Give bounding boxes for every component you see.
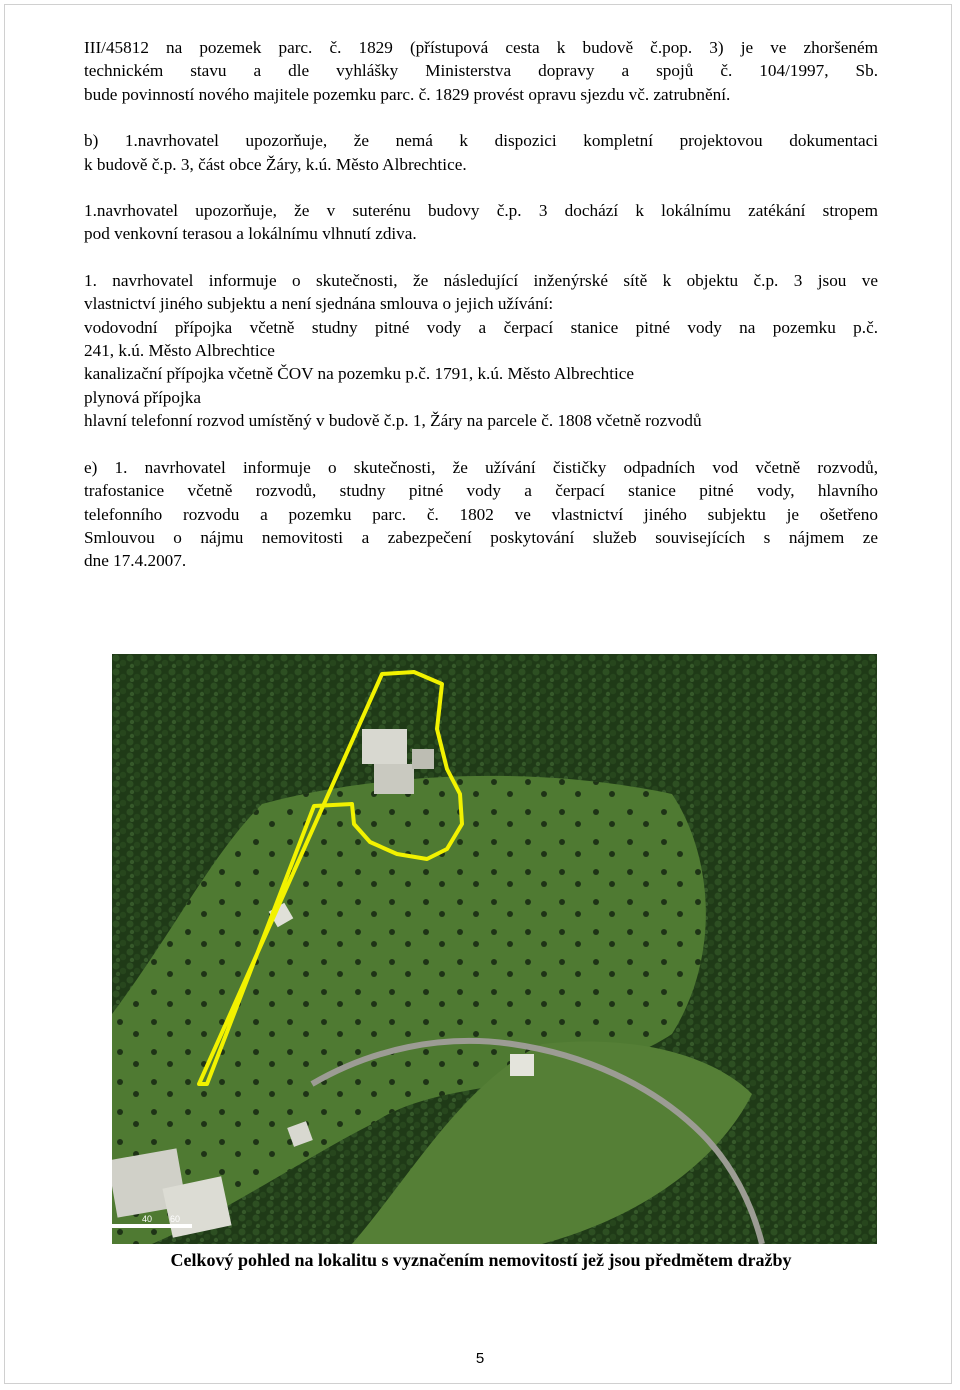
- text-line: hlavní telefonní rozvod umístěný v budově č.p. 1, Žáry na parcele č. 1808 včetně rozvodů: [84, 411, 702, 431]
- paragraph-utility-networks: [84, 269, 878, 433]
- text-line: 241, k.ú. Město Albrechtice: [84, 341, 275, 361]
- paragraph-road-condition: [84, 36, 878, 106]
- aerial-map-graphic: [112, 654, 877, 1244]
- text-line: trafostanice včetně rozvodů, studny pitné vody a čerpací stanice pitné vody, hlavního: [84, 481, 878, 501]
- document-body: [84, 36, 878, 573]
- text-line: pod venkovní terasou a lokálnímu vlhnutí zdiva.: [84, 224, 417, 244]
- text-line: 1. navrhovatel informuje o skutečnosti, že následující inženýrské sítě k objektu č.p. 3 jsou ve: [84, 270, 878, 290]
- text-line: e) 1. navrhovatel informuje o skutečnosti, že užívání čističky odpadních vod včetně rozvodů,: [84, 457, 878, 477]
- paragraph-lease-agreement: [84, 456, 878, 573]
- paragraph-basement-leak: [84, 199, 878, 246]
- text-line: kanalizační přípojka včetně ČOV na pozemku p.č. 1791, k.ú. Město Albrechtice: [84, 364, 634, 384]
- text-line: b) 1.navrhovatel upozorňuje, že nemá k dispozici kompletní projektovou dokumentaci: [84, 131, 878, 151]
- scale-label: 60: [170, 1214, 181, 1224]
- scale-label: 40: [142, 1214, 153, 1224]
- text-line: vlastnictví jiného subjektu a není sjednána smlouva o jejich užívání:: [84, 294, 554, 314]
- text-line: telefonního rozvodu a pozemku parc. č. 1802 ve vlastnictví jiného subjektu je ošetřeno: [84, 504, 878, 524]
- figure-caption: Celkový pohled na lokalitu s vyznačením nemovitostí jež jsou předmětem dražby: [170, 1250, 792, 1270]
- text-line: bude povinností nového majitele pozemku parc. č. 1829 provést opravu sjezdu vč. zatrubnění.: [84, 84, 731, 104]
- building: [510, 1054, 534, 1076]
- paragraph-missing-documentation: [84, 129, 878, 176]
- text-line: technickém stavu a dle vyhlášky Ministerstva dopravy a spojů č. 104/1997, Sb.: [84, 61, 878, 81]
- text-line: Smlouvou o nájmu nemovitosti a zabezpečení poskytování služeb souvisejících s nájmem ze: [84, 527, 878, 547]
- text-line: III/45812 na pozemek parc. č. 1829 (přístupová cesta k budově č.pop. 3) je ve zhoršeném: [84, 38, 878, 57]
- text-line: 1.navrhovatel upozorňuje, že v suterénu budovy č.p. 3 dochází k lokálnímu zatékání stropem: [84, 201, 878, 221]
- text-line: k budově č.p. 3, část obce Žáry, k.ú. Město Albrechtice.: [84, 154, 467, 174]
- page-number: 5: [475, 1350, 485, 1367]
- text-line: vodovodní přípojka včetně studny pitné vody a čerpací stanice pitné vody na pozemku p.č.: [84, 317, 878, 337]
- aerial-photo: [112, 654, 877, 1244]
- scale-bar: [112, 1224, 192, 1228]
- text-line: dne 17.4.2007.: [84, 551, 187, 571]
- text-line: plynová přípojka: [84, 387, 201, 407]
